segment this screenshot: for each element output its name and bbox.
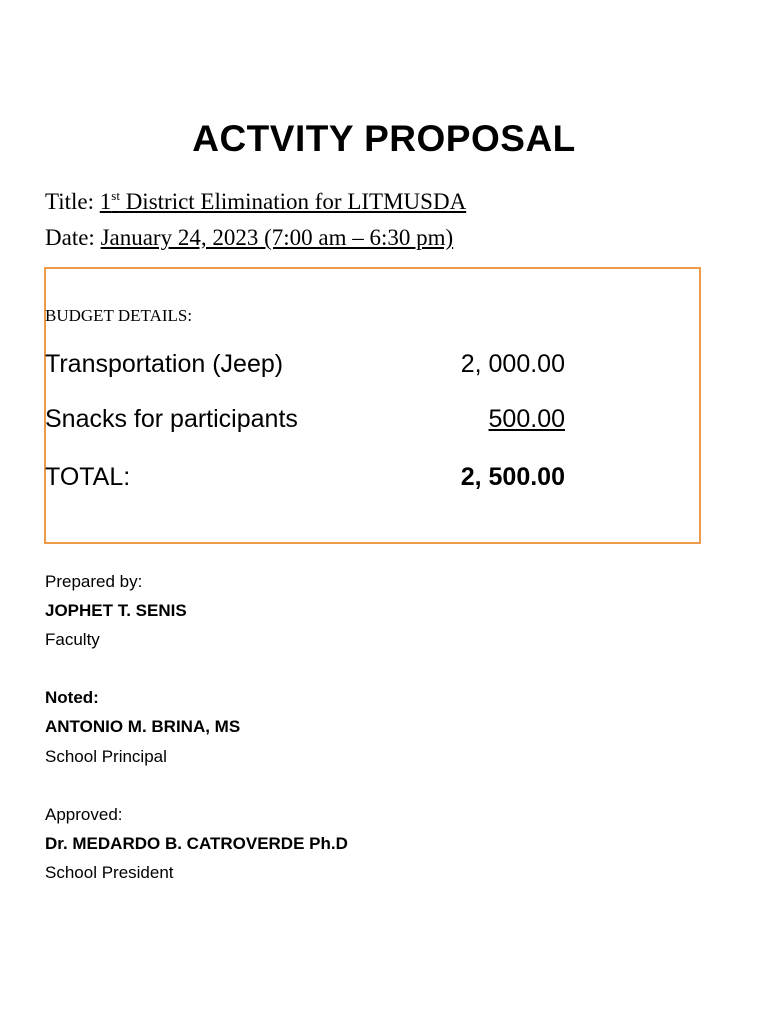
date-value: January 24, 2023 (7:00 am – 6:30 pm) [100, 225, 454, 250]
budget-total-amount: 2, 500.00 [460, 463, 565, 491]
approved-label: Approved: [45, 805, 123, 824]
prepared-by-label: Prepared by: [45, 572, 143, 591]
date-line [45, 225, 453, 251]
budget-item-snacks-label: Snacks for participants [45, 405, 298, 433]
noted-position: School Principal [45, 747, 167, 766]
budget-heading: BUDGET DETAILS: [45, 306, 193, 325]
approved-position: School President [45, 863, 174, 882]
noted-label: Noted: [45, 688, 99, 707]
budget-item-snacks-amount: 500.00 [488, 405, 565, 433]
title-label: Title: [45, 189, 95, 214]
noted-name: ANTONIO M. BRINA, MS [45, 717, 241, 736]
budget-total-label: TOTAL: [45, 463, 131, 491]
title-line [45, 189, 466, 215]
title-prefix: 1 [99, 189, 112, 214]
approved-name: Dr. MEDARDO B. CATROVERDE Ph.D [45, 834, 348, 853]
prepared-by-position: Faculty [45, 630, 100, 649]
budget-item-transportation-label: Transportation (Jeep) [45, 350, 284, 378]
title-rest: District Elimination for LITMUSDA [119, 189, 467, 214]
document-heading: ACTVITY PROPOSAL [192, 118, 576, 159]
prepared-by-name: JOPHET T. SENIS [45, 601, 187, 620]
title-superscript: st [111, 188, 120, 203]
title-value [100, 189, 466, 214]
budget-item-transportation-amount: 2, 000.00 [460, 350, 565, 378]
date-label: Date: [45, 225, 95, 250]
